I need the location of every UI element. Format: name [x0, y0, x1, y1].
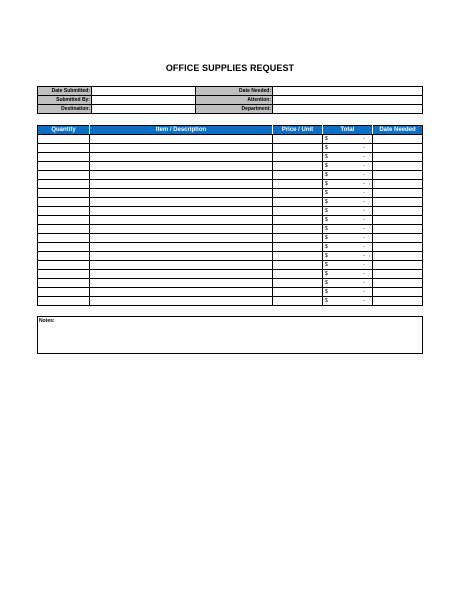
total-amount: [324, 207, 371, 215]
total-amount: [324, 171, 371, 179]
quantity-cell[interactable]: [38, 234, 90, 243]
price-unit-cell[interactable]: [273, 144, 323, 153]
table-row: [38, 261, 423, 270]
currency-symbol: $: [325, 190, 328, 196]
total-cell: [323, 261, 373, 270]
table-row: [38, 171, 423, 180]
submitted-by-field[interactable]: [92, 96, 196, 105]
item-description-cell[interactable]: [90, 162, 273, 171]
currency-symbol: $: [325, 298, 328, 304]
total-amount: [324, 180, 371, 188]
price-unit-cell[interactable]: [273, 153, 323, 162]
total-cell: [323, 216, 373, 225]
info-row: [38, 96, 423, 105]
date-needed-cell[interactable]: [373, 153, 423, 162]
price-unit-cell[interactable]: [273, 180, 323, 189]
quantity-header: Quantity: [38, 126, 90, 135]
price-unit-cell[interactable]: [273, 171, 323, 180]
table-row: [38, 252, 423, 261]
table-row: [38, 270, 423, 279]
request-info-table: [37, 86, 423, 114]
total-amount: [324, 162, 371, 170]
currency-symbol: $: [325, 217, 328, 223]
table-row: [38, 189, 423, 198]
item-description-cell[interactable]: [90, 216, 273, 225]
quantity-cell[interactable]: [38, 216, 90, 225]
total-value: -: [363, 181, 365, 187]
currency-symbol: $: [325, 154, 328, 160]
total-amount: [324, 288, 371, 296]
item-description-cell[interactable]: [90, 225, 273, 234]
item-description-cell[interactable]: [90, 135, 273, 144]
total-amount: [324, 279, 371, 287]
total-amount: [324, 135, 371, 143]
total-cell: [323, 171, 373, 180]
total-cell: [323, 180, 373, 189]
date-needed-cell[interactable]: [373, 297, 423, 306]
total-value: -: [363, 163, 365, 169]
date-needed-label: Date Needed:: [196, 87, 273, 96]
item-description-cell[interactable]: [90, 189, 273, 198]
total-value: -: [363, 298, 365, 304]
quantity-cell[interactable]: [38, 225, 90, 234]
total-amount: [324, 225, 371, 233]
price-unit-cell[interactable]: [273, 270, 323, 279]
page-title: OFFICE SUPPLIES REQUEST: [165, 63, 295, 73]
quantity-cell[interactable]: [38, 180, 90, 189]
total-cell: [323, 297, 373, 306]
date-needed-cell[interactable]: [373, 279, 423, 288]
total-amount: [324, 216, 371, 224]
quantity-cell[interactable]: [38, 243, 90, 252]
item-description-cell[interactable]: [90, 243, 273, 252]
table-row: [38, 297, 423, 306]
date-needed-cell[interactable]: [373, 261, 423, 270]
total-amount: [324, 144, 371, 152]
quantity-cell[interactable]: [38, 153, 90, 162]
total-cell: [323, 144, 373, 153]
item-description-cell[interactable]: [90, 207, 273, 216]
total-cell: [323, 198, 373, 207]
total-value: -: [363, 145, 365, 151]
price-unit-cell[interactable]: [273, 234, 323, 243]
total-cell: [323, 162, 373, 171]
table-row: [38, 162, 423, 171]
quantity-cell[interactable]: [38, 252, 90, 261]
info-row: [38, 105, 423, 114]
currency-symbol: $: [325, 280, 328, 286]
table-row: [38, 234, 423, 243]
currency-symbol: $: [325, 199, 328, 205]
date-needed-cell[interactable]: [373, 270, 423, 279]
currency-symbol: $: [325, 289, 328, 295]
quantity-cell[interactable]: [38, 261, 90, 270]
currency-symbol: $: [325, 253, 328, 259]
total-cell: [323, 288, 373, 297]
department-label: Department:: [196, 105, 273, 114]
price-unit-header: Price / Unit: [273, 126, 323, 135]
total-amount: [324, 189, 371, 197]
price-unit-cell[interactable]: [273, 297, 323, 306]
item-description-cell[interactable]: [90, 279, 273, 288]
date-needed-cell[interactable]: [373, 189, 423, 198]
currency-symbol: $: [325, 244, 328, 250]
notes-box[interactable]: [37, 316, 423, 354]
table-row: [38, 144, 423, 153]
items-table: [37, 125, 423, 306]
total-value: -: [363, 289, 365, 295]
total-amount: [324, 153, 371, 161]
total-value: -: [363, 199, 365, 205]
date-needed-header: Date Needed: [373, 126, 423, 135]
item-description-cell[interactable]: [90, 261, 273, 270]
table-row: [38, 288, 423, 297]
total-value: -: [363, 253, 365, 259]
item-description-cell[interactable]: [90, 198, 273, 207]
quantity-cell[interactable]: [38, 189, 90, 198]
quantity-cell[interactable]: [38, 135, 90, 144]
price-unit-cell[interactable]: [273, 207, 323, 216]
total-cell: [323, 234, 373, 243]
info-row: [38, 87, 423, 96]
quantity-cell[interactable]: [38, 288, 90, 297]
price-unit-cell[interactable]: [273, 243, 323, 252]
destination-label: Destination:: [38, 105, 92, 114]
date-needed-cell[interactable]: [373, 243, 423, 252]
item-description-cell[interactable]: [90, 297, 273, 306]
item-description-cell[interactable]: [90, 252, 273, 261]
attention-field[interactable]: [273, 96, 423, 105]
date-needed-cell[interactable]: [373, 234, 423, 243]
total-value: -: [363, 271, 365, 277]
quantity-cell[interactable]: [38, 144, 90, 153]
date-needed-cell[interactable]: [373, 135, 423, 144]
total-value: -: [363, 208, 365, 214]
price-unit-cell[interactable]: [273, 216, 323, 225]
item-description-cell[interactable]: [90, 288, 273, 297]
total-cell: [323, 243, 373, 252]
quantity-cell[interactable]: [38, 297, 90, 306]
quantity-cell[interactable]: [38, 198, 90, 207]
total-cell: [323, 270, 373, 279]
table-row: [38, 153, 423, 162]
quantity-cell[interactable]: [38, 171, 90, 180]
quantity-cell[interactable]: [38, 270, 90, 279]
table-row: [38, 180, 423, 189]
price-unit-cell[interactable]: [273, 225, 323, 234]
total-amount: [324, 252, 371, 260]
total-value: -: [363, 172, 365, 178]
date-needed-cell[interactable]: [373, 225, 423, 234]
notes-label: Notes:: [39, 318, 55, 324]
items-header-row: [38, 126, 423, 135]
currency-symbol: $: [325, 208, 328, 214]
department-field[interactable]: [273, 105, 423, 114]
total-cell: [323, 225, 373, 234]
date-needed-field[interactable]: [273, 87, 423, 96]
date-needed-cell[interactable]: [373, 162, 423, 171]
currency-symbol: $: [325, 271, 328, 277]
total-cell: [323, 252, 373, 261]
submitted-by-label: Submitted By:: [38, 96, 92, 105]
date-needed-cell[interactable]: [373, 216, 423, 225]
currency-symbol: $: [325, 262, 328, 268]
total-cell: [323, 153, 373, 162]
quantity-cell[interactable]: [38, 207, 90, 216]
item-description-cell[interactable]: [90, 153, 273, 162]
total-value: -: [363, 136, 365, 142]
total-amount: [324, 270, 371, 278]
item-description-cell[interactable]: [90, 144, 273, 153]
total-value: -: [363, 190, 365, 196]
currency-symbol: $: [325, 172, 328, 178]
destination-field[interactable]: [92, 105, 196, 114]
total-amount: [324, 243, 371, 251]
total-cell: [323, 135, 373, 144]
price-unit-cell[interactable]: [273, 252, 323, 261]
date-submitted-label: Date Submitted:: [38, 87, 92, 96]
items-body: [38, 135, 423, 306]
currency-symbol: $: [325, 145, 328, 151]
item-description-cell[interactable]: [90, 270, 273, 279]
price-unit-cell[interactable]: [273, 162, 323, 171]
table-row: [38, 243, 423, 252]
price-unit-cell[interactable]: [273, 261, 323, 270]
total-value: -: [363, 226, 365, 232]
total-cell: [323, 279, 373, 288]
table-row: [38, 279, 423, 288]
total-value: -: [363, 154, 365, 160]
currency-symbol: $: [325, 163, 328, 169]
price-unit-cell[interactable]: [273, 135, 323, 144]
date-needed-cell[interactable]: [373, 171, 423, 180]
date-needed-cell[interactable]: [373, 144, 423, 153]
total-value: -: [363, 262, 365, 268]
item-description-header: Item / Description: [90, 126, 273, 135]
quantity-cell[interactable]: [38, 162, 90, 171]
total-value: -: [363, 217, 365, 223]
date-needed-cell[interactable]: [373, 207, 423, 216]
date-needed-cell[interactable]: [373, 180, 423, 189]
table-row: [38, 135, 423, 144]
currency-symbol: $: [325, 181, 328, 187]
table-row: [38, 207, 423, 216]
price-unit-cell[interactable]: [273, 288, 323, 297]
total-amount: [324, 297, 371, 305]
table-row: [38, 198, 423, 207]
item-description-cell[interactable]: [90, 171, 273, 180]
price-unit-cell[interactable]: [273, 279, 323, 288]
total-header: Total: [323, 126, 373, 135]
item-description-cell[interactable]: [90, 180, 273, 189]
date-needed-cell[interactable]: [373, 252, 423, 261]
total-cell: [323, 189, 373, 198]
total-value: -: [363, 280, 365, 286]
quantity-cell[interactable]: [38, 279, 90, 288]
date-needed-cell[interactable]: [373, 198, 423, 207]
attention-label: Attention:: [196, 96, 273, 105]
item-description-cell[interactable]: [90, 234, 273, 243]
total-cell: [323, 207, 373, 216]
total-amount: [324, 198, 371, 206]
table-row: [38, 216, 423, 225]
currency-symbol: $: [325, 136, 328, 142]
date-submitted-field[interactable]: [92, 87, 196, 96]
total-amount: [324, 234, 371, 242]
currency-symbol: $: [325, 235, 328, 241]
total-amount: [324, 261, 371, 269]
date-needed-cell[interactable]: [373, 288, 423, 297]
price-unit-cell[interactable]: [273, 198, 323, 207]
total-value: -: [363, 244, 365, 250]
currency-symbol: $: [325, 226, 328, 232]
total-value: -: [363, 235, 365, 241]
price-unit-cell[interactable]: [273, 189, 323, 198]
table-row: [38, 225, 423, 234]
